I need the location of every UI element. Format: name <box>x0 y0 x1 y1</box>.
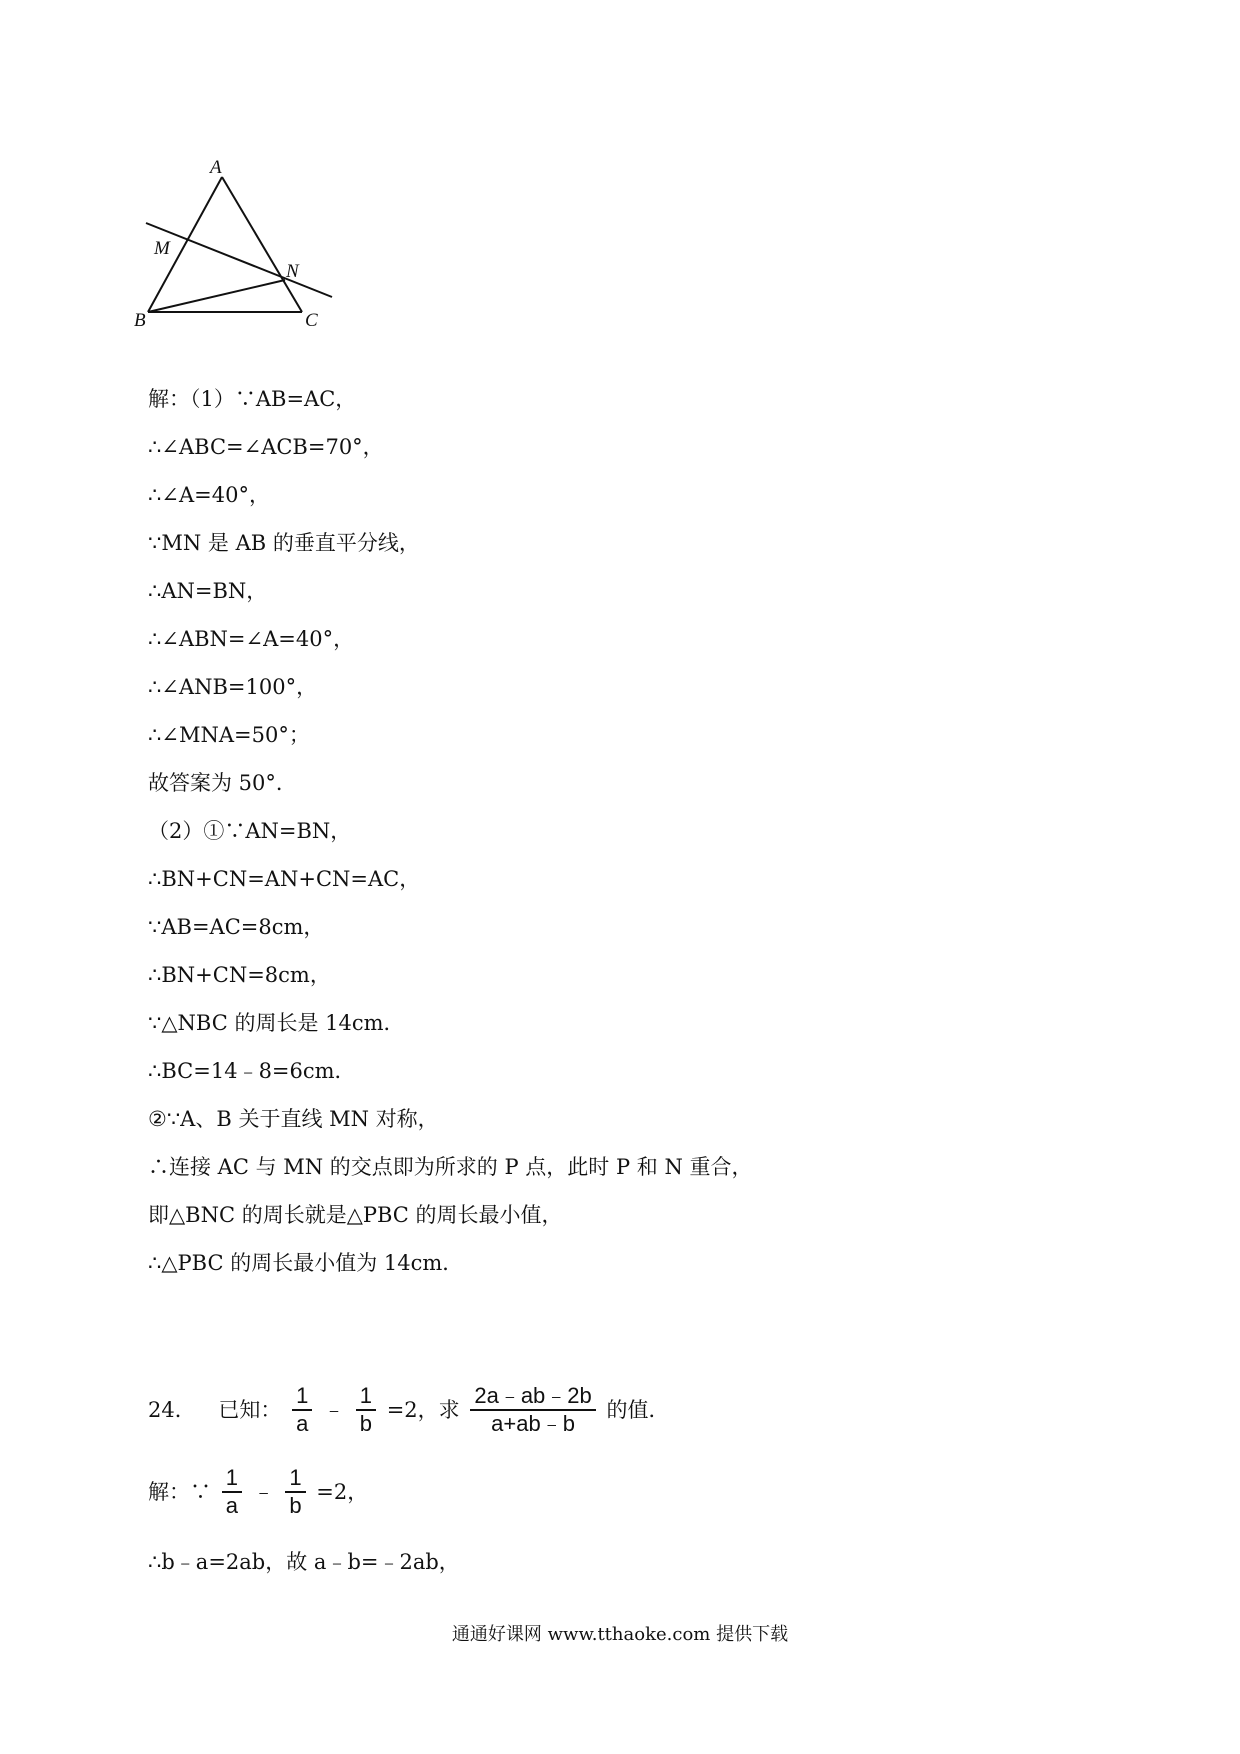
solution-line: ②∵A、B 关于直线 MN 对称， <box>148 1107 439 1131</box>
solution-24-line-2: ∴b﹣a=2ab，故 a﹣b=﹣2ab， <box>148 1550 460 1574</box>
solution-line: ∵AB=AC=8cm， <box>148 915 325 939</box>
fraction-denominator: a <box>296 1411 309 1436</box>
solution-line: ∴BC=14﹣8=6cm． <box>148 1059 356 1083</box>
question-24 <box>148 1383 669 1437</box>
fraction-denominator: b <box>289 1493 302 1518</box>
solution-line: 解：（1）∵AB=AC， <box>148 387 357 411</box>
solution-prefix: 解：∵ <box>148 1480 211 1504</box>
label-a: A <box>210 157 222 178</box>
solution-24 <box>148 1465 368 1519</box>
fraction-numerator: 2a﹣ab﹣2b <box>470 1383 595 1411</box>
solution-line: ∴BN+CN=AN+CN=AC， <box>148 867 421 891</box>
minus-sign: ﹣ <box>252 1479 275 1504</box>
solution-line: ∴AN=BN， <box>148 579 268 603</box>
solution-line: 故答案为 50°． <box>148 771 297 795</box>
solution-line: ∴∠ABN=∠A=40°， <box>148 627 355 651</box>
solution-line: ∴∠ABC=∠ACB=70°， <box>148 435 384 459</box>
fraction-one-over-a <box>292 1383 312 1437</box>
fraction-expression <box>470 1383 595 1437</box>
question-number: 24． <box>148 1398 196 1422</box>
fraction-numerator: 1 <box>292 1383 312 1411</box>
solution-line: ∴∠ANB=100°， <box>148 675 318 699</box>
solution-line: ∴BN+CN=8cm， <box>148 963 331 987</box>
question-given: 已知： <box>218 1398 282 1422</box>
question-tail: 的值． <box>606 1398 670 1422</box>
minus-sign: ﹣ <box>323 1397 346 1422</box>
solution-line: ∵△NBC 的周长是 14cm． <box>148 1011 405 1035</box>
solution-line: （2）①∵AN=BN， <box>148 819 352 843</box>
equation-rhs: =2， <box>316 1480 369 1504</box>
label-b: B <box>134 310 146 331</box>
solution-line: ∴△PBC 的周长最小值为 14cm． <box>148 1251 464 1275</box>
fraction-numerator: 1 <box>285 1465 305 1493</box>
segment-bn <box>148 280 285 312</box>
solution-line: 即△BNC 的周长就是△PBC 的周长最小值， <box>148 1203 563 1227</box>
fraction-denominator: a <box>225 1493 238 1518</box>
label-c: C <box>305 310 318 331</box>
fraction-one-over-b <box>356 1383 376 1437</box>
fraction-numerator: 1 <box>356 1383 376 1411</box>
fraction-numerator: 1 <box>222 1465 242 1493</box>
solution-line: ∴连接 AC 与 MN 的交点即为所求的 P 点，此时 P 和 N 重合， <box>148 1155 753 1179</box>
solution-line: ∴∠MNA=50°； <box>148 723 310 747</box>
solution-line: ∴∠A=40°， <box>148 483 270 507</box>
fraction-one-over-a <box>222 1465 242 1519</box>
fraction-denominator: b <box>359 1411 372 1436</box>
page-footer: 通通好课网 www.tthaoke.com 提供下载 <box>451 1624 789 1645</box>
label-n: N <box>286 261 299 282</box>
label-m: M <box>154 238 170 259</box>
equation-rhs: =2，求 <box>386 1398 460 1422</box>
triangle-figure <box>134 155 340 335</box>
fraction-one-over-b <box>285 1465 305 1519</box>
fraction-denominator: a+ab﹣b <box>491 1411 575 1436</box>
line-mn <box>146 223 332 297</box>
solution-line: ∵MN 是 AB 的垂直平分线， <box>148 531 420 555</box>
